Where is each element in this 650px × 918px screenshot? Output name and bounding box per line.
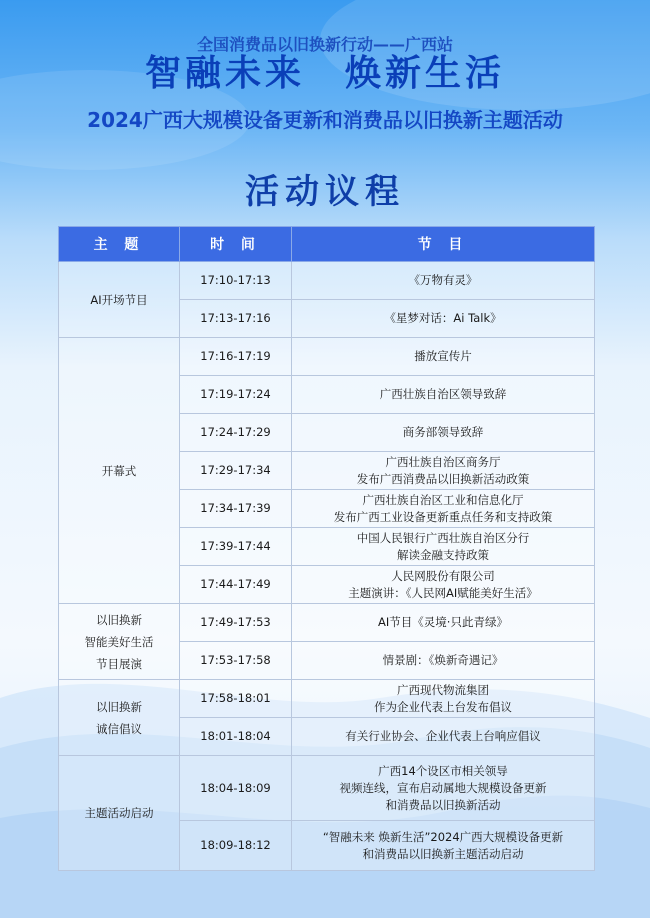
program-cell	[292, 528, 595, 566]
program-text: 主题演讲：《人民网AI赋能美好生活》	[348, 585, 538, 600]
program-text: 广西14个设区市相关领导	[378, 763, 508, 778]
program-cell	[292, 642, 595, 680]
program-text: “智融未来 焕新生活”2024广西大规模设备更新	[322, 829, 564, 844]
time-cell: 17:49-17:53	[180, 604, 292, 642]
theme-text: 以旧换新	[96, 699, 142, 714]
theme-text: 智能美好生活	[84, 634, 154, 649]
time-cell: 18:09-18:12	[180, 821, 292, 871]
program-cell	[292, 821, 595, 871]
program-text: 《万物有灵》	[408, 273, 478, 287]
time-cell: 17:16-17:19	[180, 338, 292, 376]
program-cell	[292, 566, 595, 604]
program-text: 作为企业代表上台发布倡议	[374, 699, 512, 714]
theme-text: 以旧换新	[96, 612, 142, 627]
program-cell	[292, 262, 595, 300]
theme-text: 主题活动启动	[84, 806, 154, 820]
program-text: 《星梦对话：Ai Talk》	[384, 311, 502, 325]
slogan-left: 智融未来	[144, 53, 305, 94]
column-header-theme: 主 题	[59, 227, 180, 262]
theme-cell	[59, 604, 180, 680]
program-cell	[292, 756, 595, 821]
program-text: 播放宣传片	[414, 349, 472, 363]
slogan-right: 焕新生活	[345, 53, 506, 94]
program-text: 广西壮族自治区领导致辞	[379, 387, 507, 401]
program-cell	[292, 718, 595, 756]
program-text: 中国人民银行广西壮族自治区分行	[356, 530, 530, 545]
program-cell	[292, 452, 595, 490]
time-cell: 17:53-17:58	[180, 642, 292, 680]
slogan	[0, 52, 650, 96]
program-text: 和消费品以旧换新主题活动启动	[362, 846, 524, 861]
program-text: 商务部领导致辞	[402, 425, 484, 439]
program-text: 有关行业协会、企业代表上台响应倡议	[345, 729, 541, 743]
program-text: 发布广西消费品以旧换新活动政策	[356, 471, 530, 486]
table-header-row	[59, 227, 595, 262]
program-text: 和消费品以旧换新活动	[385, 797, 501, 812]
table-row	[59, 338, 595, 376]
program-cell	[292, 338, 595, 376]
table-row	[59, 680, 595, 718]
time-cell: 17:24-17:29	[180, 414, 292, 452]
program-text: 人民网股份有限公司	[391, 568, 495, 583]
campaign-subtitle: 全国消费品以旧换新行动——广西站	[196, 35, 453, 54]
time-cell: 17:19-17:24	[180, 376, 292, 414]
time-cell: 17:58-18:01	[180, 680, 292, 718]
theme-text: 开幕式	[101, 463, 137, 478]
time-cell: 17:29-17:34	[180, 452, 292, 490]
program-cell	[292, 604, 595, 642]
theme-cell	[59, 756, 180, 871]
program-text: AI节目《灵境·只此青绿》	[378, 615, 508, 629]
theme-text: AI开场节目	[90, 292, 148, 307]
column-header-program: 节 目	[292, 227, 595, 262]
agenda-table-body	[59, 262, 595, 871]
program-text: 解读金融支持政策	[397, 547, 489, 562]
program-cell	[292, 414, 595, 452]
program-text: 广西壮族自治区商务厅	[385, 454, 501, 469]
program-text: 广西现代物流集团	[397, 682, 489, 697]
program-cell	[292, 490, 595, 528]
theme-cell	[59, 338, 180, 604]
theme-cell	[59, 680, 180, 756]
program-text: 发布广西工业设备更新重点任务和支持政策	[333, 509, 553, 524]
time-cell: 17:13-17:16	[180, 300, 292, 338]
event-title: 2024广西大规模设备更新和消费品以旧换新主题活动	[87, 108, 563, 132]
theme-cell	[59, 262, 180, 338]
agenda-table	[58, 226, 595, 871]
table-row	[59, 262, 595, 300]
agenda-table-container	[58, 226, 594, 871]
theme-text: 节目展演	[96, 656, 142, 671]
program-text: 广西壮族自治区工业和信息化厅	[362, 492, 524, 507]
time-cell: 18:04-18:09	[180, 756, 292, 821]
program-text: 情景剧：《焕新奇遇记》	[382, 653, 504, 667]
time-cell: 17:34-17:39	[180, 490, 292, 528]
time-cell: 18:01-18:04	[180, 718, 292, 756]
program-cell	[292, 300, 595, 338]
program-cell	[292, 376, 595, 414]
program-text: 视频连线，宣布启动属地大规模设备更新	[339, 780, 547, 795]
time-cell: 17:10-17:13	[180, 262, 292, 300]
column-header-time: 时 间	[180, 227, 292, 262]
program-cell	[292, 680, 595, 718]
table-row	[59, 604, 595, 642]
time-cell: 17:39-17:44	[180, 528, 292, 566]
table-row	[59, 756, 595, 821]
agenda-title: 活动议程	[245, 172, 405, 212]
theme-text: 诚信倡议	[96, 721, 142, 736]
time-cell: 17:44-17:49	[180, 566, 292, 604]
